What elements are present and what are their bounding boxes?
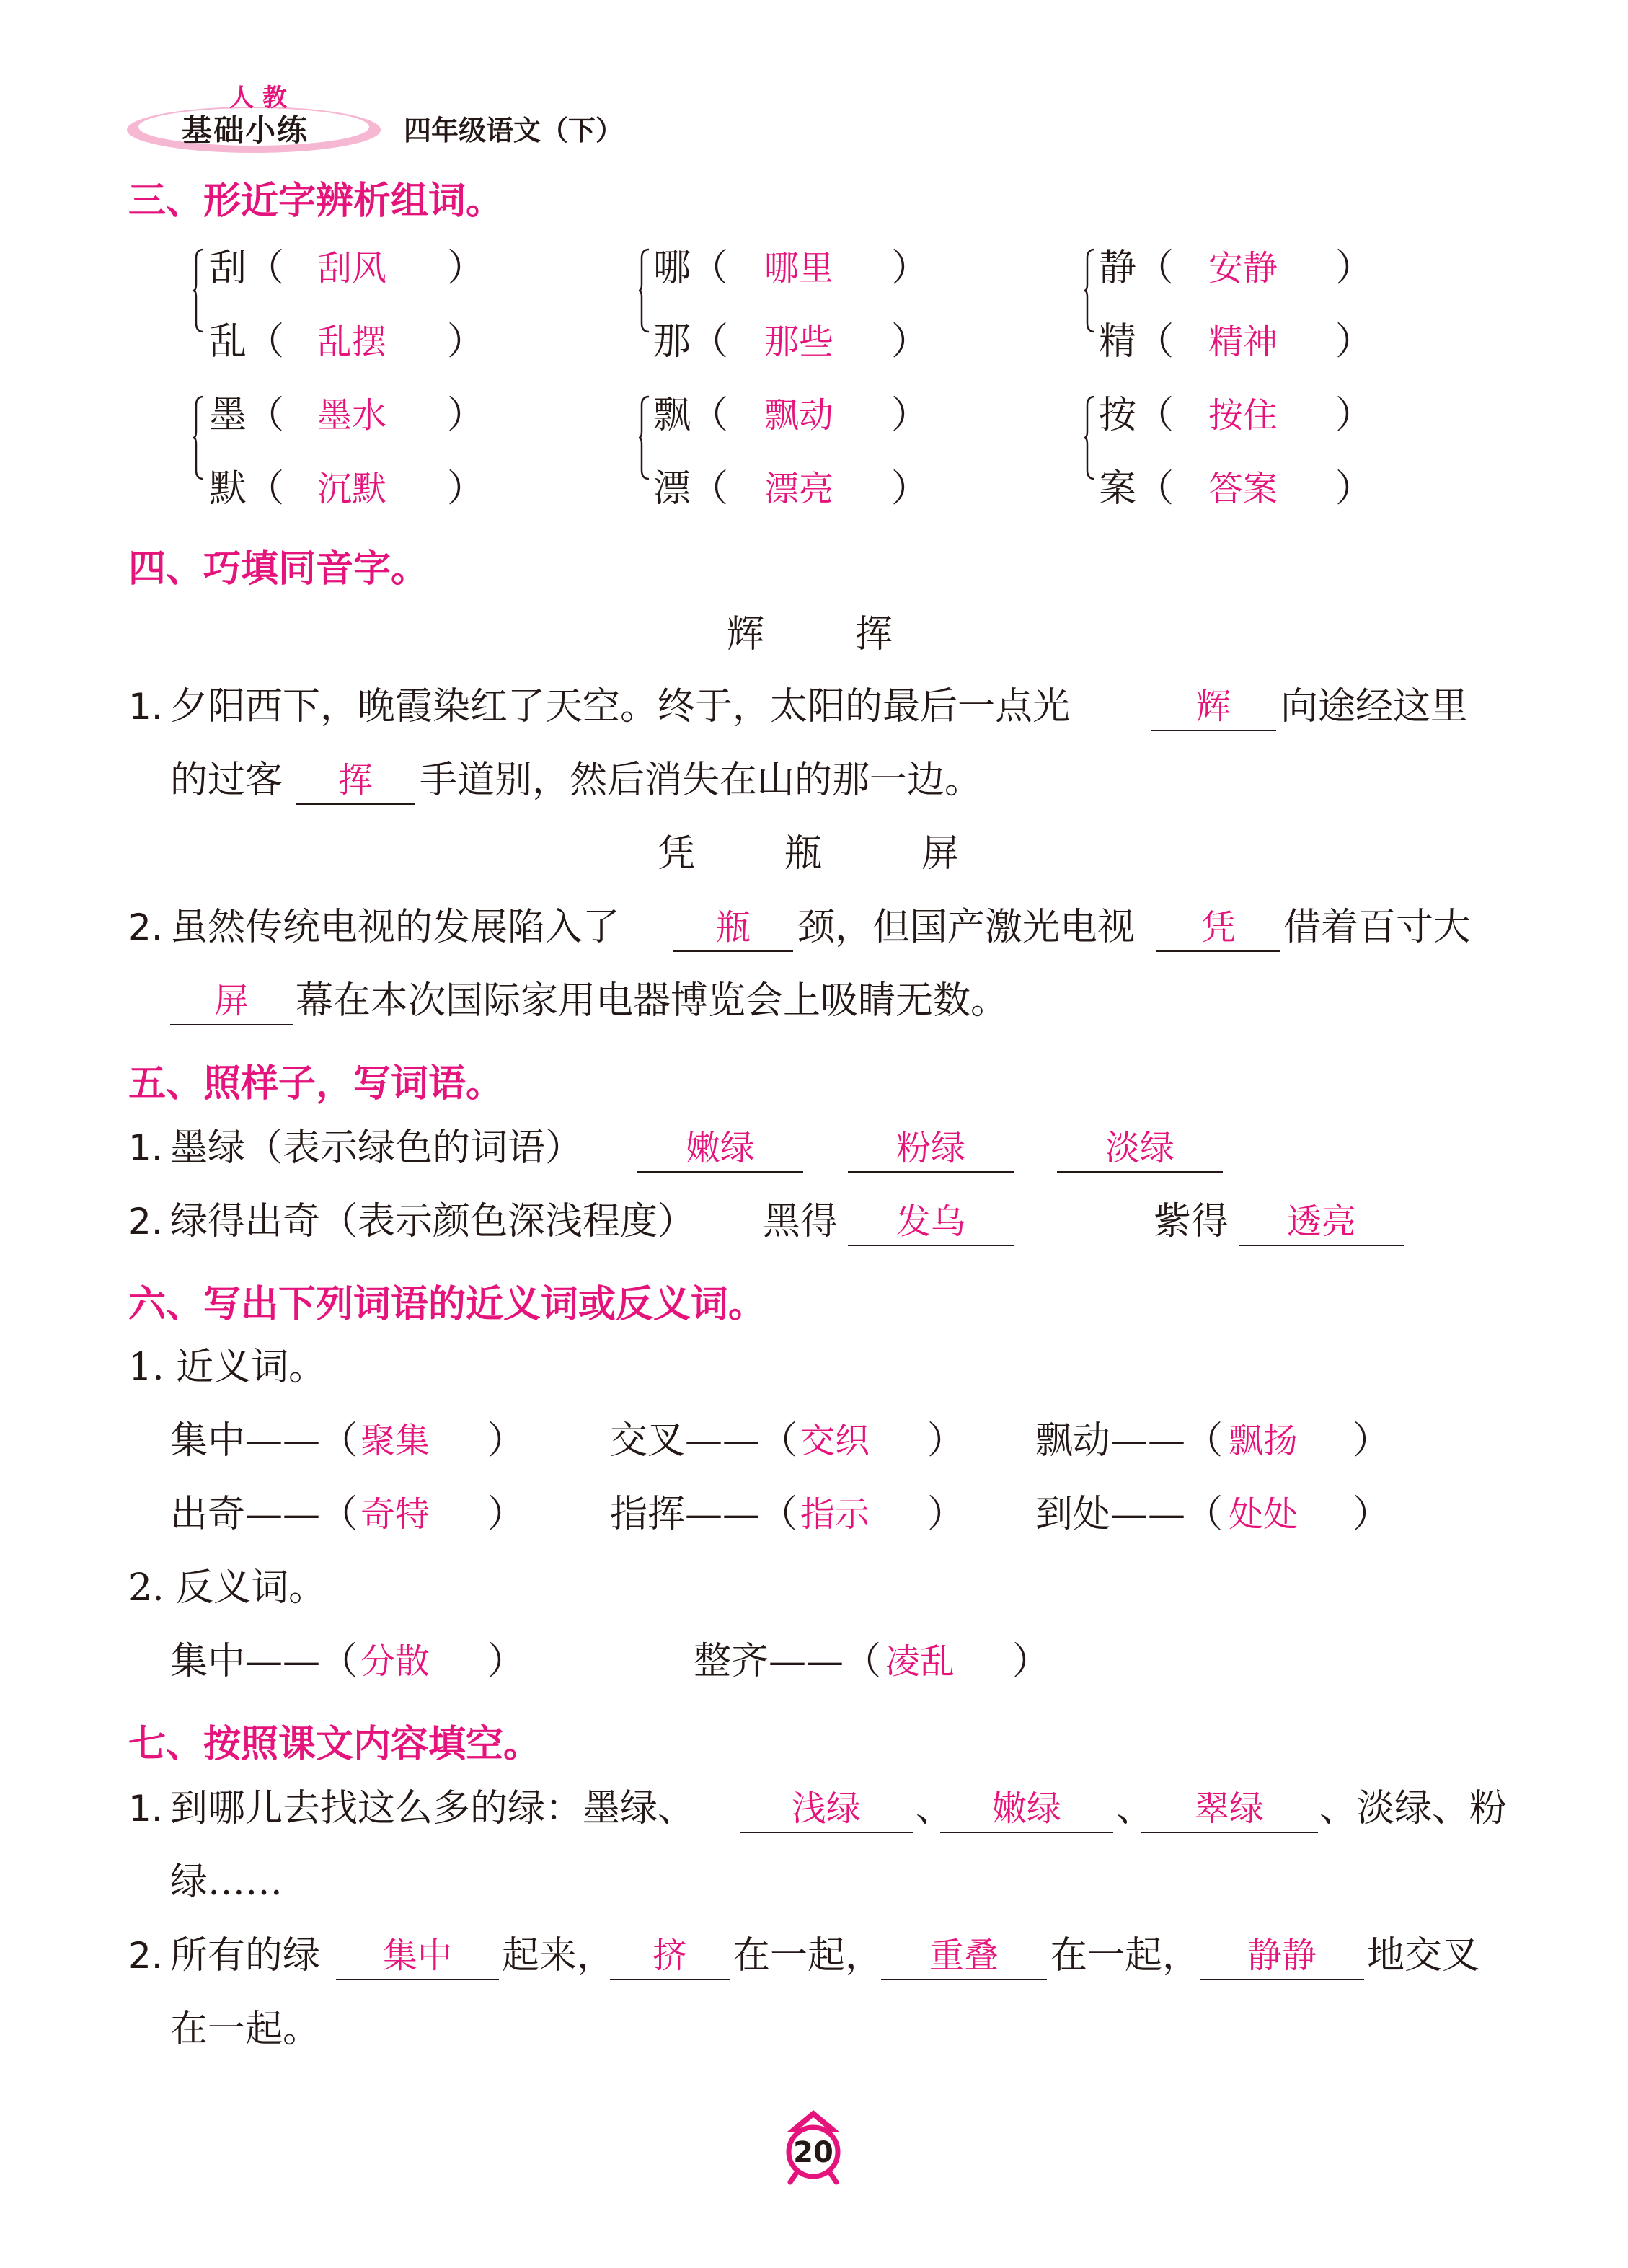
q1-answer-1: 辉 (1195, 687, 1231, 727)
blank-line (1057, 1171, 1223, 1173)
ant-answer: 凌乱 (885, 1641, 955, 1682)
s5-q2-answer1: 发乌 (895, 1201, 965, 1242)
paren-close: ） (447, 394, 485, 437)
q2-line1-a: 虽然传统电视的发展陷入了 (170, 906, 621, 949)
group2-a-char: 哪（ (653, 247, 729, 290)
blank-line (1156, 950, 1280, 952)
page-number: 20 (793, 2136, 833, 2169)
syn-answer: 奇特 (360, 1494, 430, 1535)
syn-word: 飘动——（ (1035, 1419, 1224, 1462)
group6-a-answer: 按住 (1208, 395, 1278, 436)
blank-line (296, 803, 415, 805)
paren-close: ） (1335, 467, 1373, 511)
paren-close: ） (1335, 247, 1373, 290)
grade-label: 四年级语文（下） (404, 115, 624, 146)
s5-q1-answer: 淡绿 (1105, 1128, 1174, 1168)
group4-b-answer: 沉默 (317, 469, 387, 509)
q1-line1-a: 夕阳西下，晚霞染红了天空。终于，太阳的最后一点光 (170, 685, 1071, 728)
q1-line2-b: 手道别，然后消失在山的那一边。 (420, 759, 983, 802)
option-char: 瓶 (784, 832, 823, 875)
paren-close: ） (447, 247, 485, 290)
paren-close: ） (447, 320, 485, 363)
q2-line1-c: 借着百寸大 (1283, 906, 1472, 949)
s7-q2-answer3: 重叠 (929, 1936, 999, 1976)
publisher-label: 人 教 (229, 84, 287, 112)
syn-word: 到处——（ (1035, 1493, 1224, 1536)
group4-a-answer: 墨水 (317, 395, 387, 436)
group4-b-char: 默（ (209, 467, 285, 511)
s5-q2-text: 绿得出奇（表示颜色深浅程度） (170, 1200, 696, 1243)
group2-b-answer: 那些 (764, 322, 834, 362)
s5-q1-answer: 嫩绿 (685, 1128, 755, 1168)
syn-answer: 处处 (1229, 1494, 1299, 1535)
paren-close: ） (891, 247, 929, 290)
blank-line (170, 1024, 293, 1025)
q-number: 2. (128, 906, 163, 948)
group1-a-char: 刮（ (209, 247, 285, 290)
syn-answer: 聚集 (360, 1421, 430, 1461)
s7-q2-a: 所有的绿 (170, 1934, 321, 1977)
paren-close: ） (1335, 320, 1373, 363)
ant-word: 整齐——（ (694, 1640, 882, 1683)
s7-q2-answer2: 挤 (652, 1936, 687, 1976)
paren-close: ） (891, 394, 929, 437)
syn-word: 交叉——（ (610, 1419, 798, 1462)
q2-answer-3: 屏 (213, 981, 249, 1021)
paren-close: ） (487, 1493, 526, 1536)
brace-icon (193, 248, 205, 333)
blank-line (1141, 1832, 1318, 1833)
group1-b-answer: 乱摆 (317, 322, 387, 362)
blank-line (740, 1832, 913, 1833)
blank-line (1239, 1245, 1404, 1246)
q1-line1-b: 向途经这里 (1280, 685, 1469, 728)
group3-b-answer: 精神 (1208, 322, 1278, 362)
paren-close: ） (1012, 1640, 1050, 1683)
q-number: 2. (128, 1201, 163, 1243)
brace-icon (193, 395, 205, 480)
s7-q1-answer1: 浅绿 (791, 1788, 861, 1829)
blank-line (940, 1832, 1113, 1833)
paren-close: ） (447, 467, 485, 511)
blank-line (673, 950, 793, 952)
group1-b-char: 乱（ (209, 320, 285, 363)
section5-title: 五、照样子，写词语。 (128, 1062, 504, 1106)
group6-b-char: 案（ (1099, 467, 1174, 511)
group2-a-answer: 哪里 (764, 248, 834, 288)
group2-b-char: 那（ (653, 320, 729, 363)
s7-q1-a: 到哪儿去找这么多的绿：墨绿、 (170, 1787, 696, 1830)
s7-q2-answer1: 集中 (382, 1936, 452, 1976)
syn-answer: 指示 (800, 1494, 870, 1535)
q-number: 1. (128, 1788, 163, 1830)
blank-line (1200, 1979, 1364, 1980)
blank-line (848, 1245, 1014, 1246)
paren-close: ） (1335, 394, 1373, 437)
group6-b-answer: 答案 (1208, 469, 1278, 509)
paren-close: ） (1353, 1419, 1391, 1462)
s7-q2-answer4: 静静 (1247, 1936, 1317, 1976)
paren-close: ） (891, 467, 929, 511)
comma-sep: 、 (916, 1787, 954, 1830)
q-number: 2. (128, 1935, 163, 1977)
option-char: 屏 (921, 832, 960, 875)
syn-answer: 交织 (800, 1421, 870, 1461)
blank-line (848, 1171, 1014, 1173)
group5-a-char: 飘（ (653, 394, 729, 437)
brace-icon (639, 395, 650, 480)
blank-line (637, 1171, 803, 1173)
brace-icon (1084, 248, 1096, 333)
q1-line2-a: 的过客 (170, 759, 283, 802)
brace-icon (1084, 395, 1096, 480)
section3-title: 三、形近字辨析组词。 (128, 180, 504, 223)
group5-a-answer: 飘动 (764, 395, 834, 436)
blank-line (881, 1979, 1047, 1980)
group3-b-char: 精（ (1099, 320, 1174, 363)
s7-q2-d: 在一起， (1050, 1934, 1200, 1977)
s7-q1-c: 绿…… (170, 1861, 283, 1904)
option-char: 辉 (727, 613, 765, 656)
group3-a-answer: 安静 (1208, 248, 1278, 288)
q2-line1-b: 颈，但国产激光电视 (797, 906, 1136, 949)
group3-a-char: 静（ (1099, 247, 1174, 290)
s7-q1-answer2: 嫩绿 (991, 1788, 1061, 1829)
blank-line (336, 1979, 499, 1980)
s7-q1-answer3: 翠绿 (1194, 1788, 1264, 1829)
group5-b-char: 漂（ (653, 467, 729, 511)
group5-b-answer: 漂亮 (764, 469, 834, 509)
paren-close: ） (1353, 1493, 1391, 1536)
q-number: 1. (128, 1127, 163, 1169)
paren-close: ） (487, 1640, 526, 1683)
paren-close: ） (927, 1419, 965, 1462)
s7-q2-b: 起来， (502, 1934, 615, 1977)
syn-answer: 飘扬 (1229, 1421, 1299, 1461)
s5-q2-word1: 黑得 (763, 1200, 839, 1243)
s7-q2-c: 在一起， (733, 1934, 883, 1977)
s7-q2-e: 地交叉 (1367, 1934, 1480, 1977)
group1-a-answer: 刮风 (317, 248, 387, 288)
q2-answer-1: 瓶 (715, 907, 751, 948)
q1-answer-2: 挥 (337, 760, 373, 800)
option-char: 凭 (658, 832, 696, 875)
q-number: 1. (128, 686, 163, 728)
syn-word: 指挥——（ (610, 1493, 798, 1536)
paren-close: ） (487, 1419, 526, 1462)
s7-q2-f: 在一起。 (170, 2008, 321, 2051)
syn-word: 集中——（ (170, 1419, 358, 1462)
s5-q2-answer2: 透亮 (1286, 1201, 1356, 1242)
s5-q1-text: 墨绿（表示绿色的词语） (170, 1126, 583, 1170)
s5-q1-answer: 粉绿 (895, 1128, 965, 1168)
blank-line (610, 1979, 730, 1980)
group6-a-char: 按（ (1099, 394, 1174, 437)
blank-line (1151, 730, 1276, 731)
group4-a-char: 墨（ (209, 394, 285, 437)
syn-word: 出奇——（ (170, 1493, 358, 1536)
s5-q2-word2: 紫得 (1154, 1200, 1229, 1243)
section6-title: 六、写出下列词语的近义词或反义词。 (128, 1283, 766, 1326)
section7-title: 七、按照课文内容填空。 (128, 1723, 541, 1766)
antonym-label: 2. 反义词。 (128, 1566, 327, 1610)
option-char: 挥 (855, 613, 893, 656)
paren-close: ） (927, 1493, 965, 1536)
q2-line2-b: 幕在本次国际家用电器博览会上吸睛无数。 (296, 979, 1009, 1023)
ant-answer: 分散 (360, 1641, 430, 1682)
series-title: 基础小练 (182, 112, 309, 148)
s7-q1-b: 、淡绿、粉 (1319, 1787, 1508, 1830)
brace-icon (639, 248, 650, 333)
q2-answer-2: 凭 (1200, 907, 1236, 948)
synonym-label: 1. 近义词。 (128, 1346, 327, 1389)
ant-word: 集中——（ (170, 1640, 358, 1683)
paren-close: ） (891, 320, 929, 363)
comma-sep: 、 (1116, 1787, 1154, 1830)
section4-title: 四、巧填同音字。 (128, 547, 429, 591)
